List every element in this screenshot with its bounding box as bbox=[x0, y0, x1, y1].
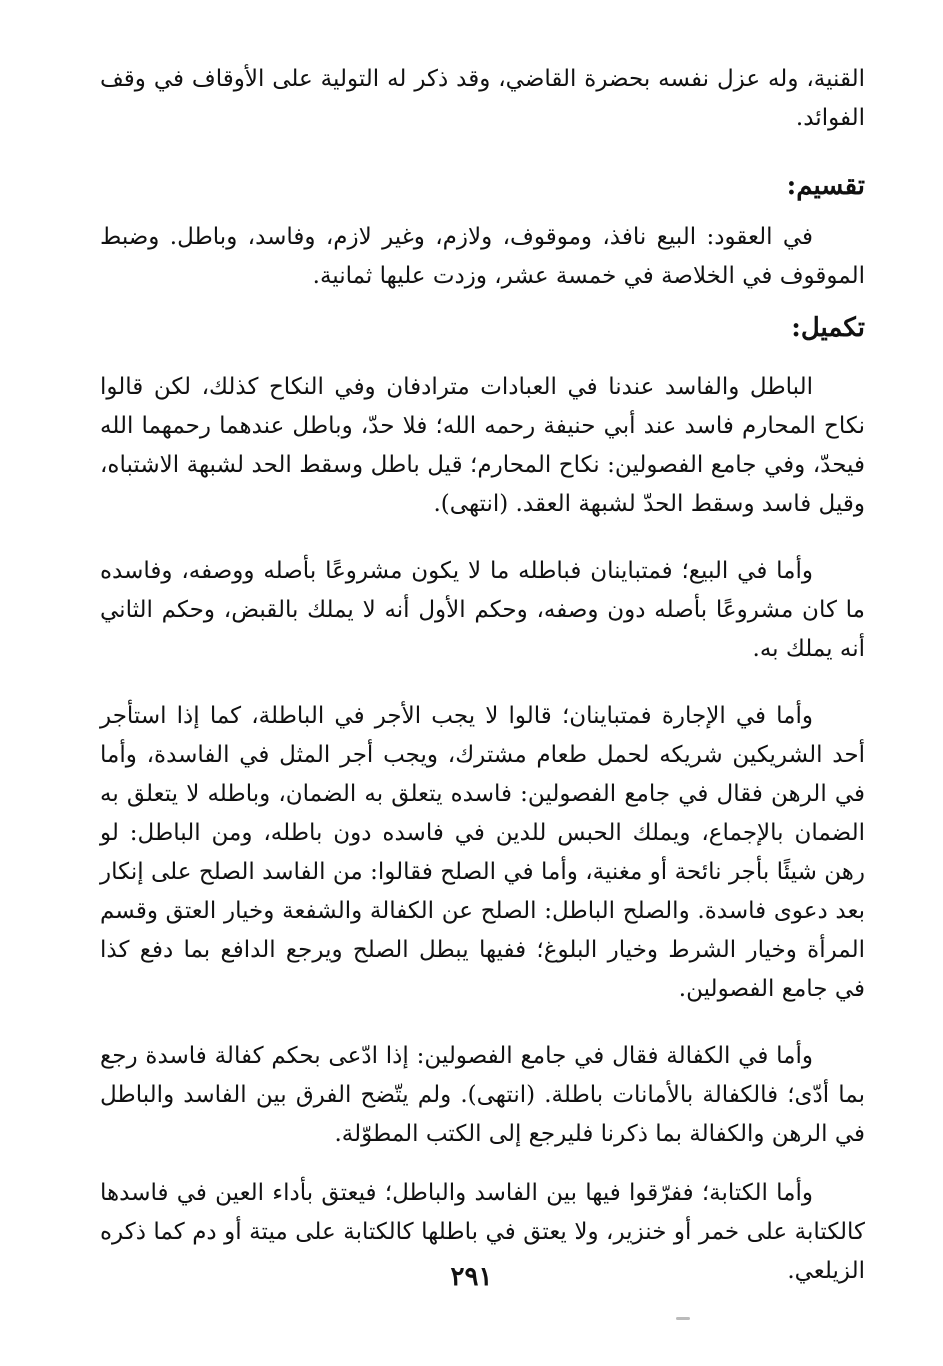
paragraph-continuation: القنية، وله عزل نفسه بحضرة القاضي، وقد ذكر له التولية على الأوقاف في وقف الفوائد. bbox=[100, 66, 865, 131]
page-number: ٢٩١ bbox=[450, 1262, 493, 1292]
paragraph-sale: وأما في البيع؛ فمتباينان فباطله ما لا يكون مشروعًا بأصله ووصفه، وفاسده ما كان مشروعًا بأصله دون وصفه، وحكم الأول أنه لا يملك بالقبض، وحكم الثاني أنه يملك به. bbox=[100, 558, 865, 662]
paragraph-kitaba: وأما الكتابة؛ ففرّقوا فيها بين الفاسد والباطل؛ فيعتق بأداء العين في فاسدها كالكتابة على خمر أو خنزير، ولا يعتق في باطلها كالكتابة على ميتة أو دم كما ذكره الزيلعي. bbox=[100, 1180, 865, 1284]
paragraph-void-and-invalid: الباطل والفاسد عندنا في العبادات مترادفان وفي النكاح كذلك، لكن قالوا نكاح المحارم فاسد عند أبي حنيفة رحمه الله؛ فلا حدّ، وباطل عندهما رحمهما الله فيحدّ، وفي جامع الفصولين: نكاح المحارم؛ قيل باطل وسقط الحد لشبهة الاشتباه، وقيل فاسد وسقط الحدّ لشبهة العقد. (انتهى). bbox=[100, 374, 866, 517]
paragraph-lease-pledge-settlement: وأما في الإجارة فمتباينان؛ قالوا لا يجب الأجر في الباطلة، كما إذا استأجر أحد الشريكين شريكه لحمل طعام مشترك، ويجب أجر المثل في الفاسدة، وأما في الرهن فقال في جامع الفصولين: فاسده يتعلق به الضمان، وباطله لا يتعلق به الضمان بالإجماع، ويملك الحبس للدين في فاسده دون باطله، ومن الباطل: لو رهن شيئًا بأجر نائحة أو مغنية، وأما في الصلح فقالوا: من الفاسد الصلح على إنكار بعد دعوى فاسدة. والصلح الباطل: الصلح عن الكفالة والشفعة وخيار العتق وقسم المرأة وخيار الشرط وخيار البلوغ؛ ففيها يبطل الصلح ويرجع الدافع بما دفع كذا في جامع الفصولين. bbox=[100, 703, 865, 1002]
scan-smudge bbox=[676, 1317, 690, 1320]
heading-takmil: تكميل: bbox=[791, 313, 865, 343]
document-page bbox=[100, 60, 865, 1291]
paragraph-guarantee: وأما في الكفالة فقال في جامع الفصولين: إذا ادّعى بحكم كفالة فاسدة رجع بما أدّى؛ فالكفالة بالأمانات باطلة. (انتهى). ولم يتّضح الفرق بين الفاسد والباطل في الرهن والكفالة بما ذكرنا فليرجع إلى الكتب المطوّلة. bbox=[100, 1043, 865, 1147]
heading-taqsim: تقسيم: bbox=[786, 171, 865, 201]
paragraph-contracts: في العقود: البيع نافذ، وموقوف، ولازم، وغير لازم، وفاسد، وباطل. وضبط الموقوف في الخلاصة في خمسة عشر، وزدت عليها ثمانية. bbox=[100, 224, 865, 289]
